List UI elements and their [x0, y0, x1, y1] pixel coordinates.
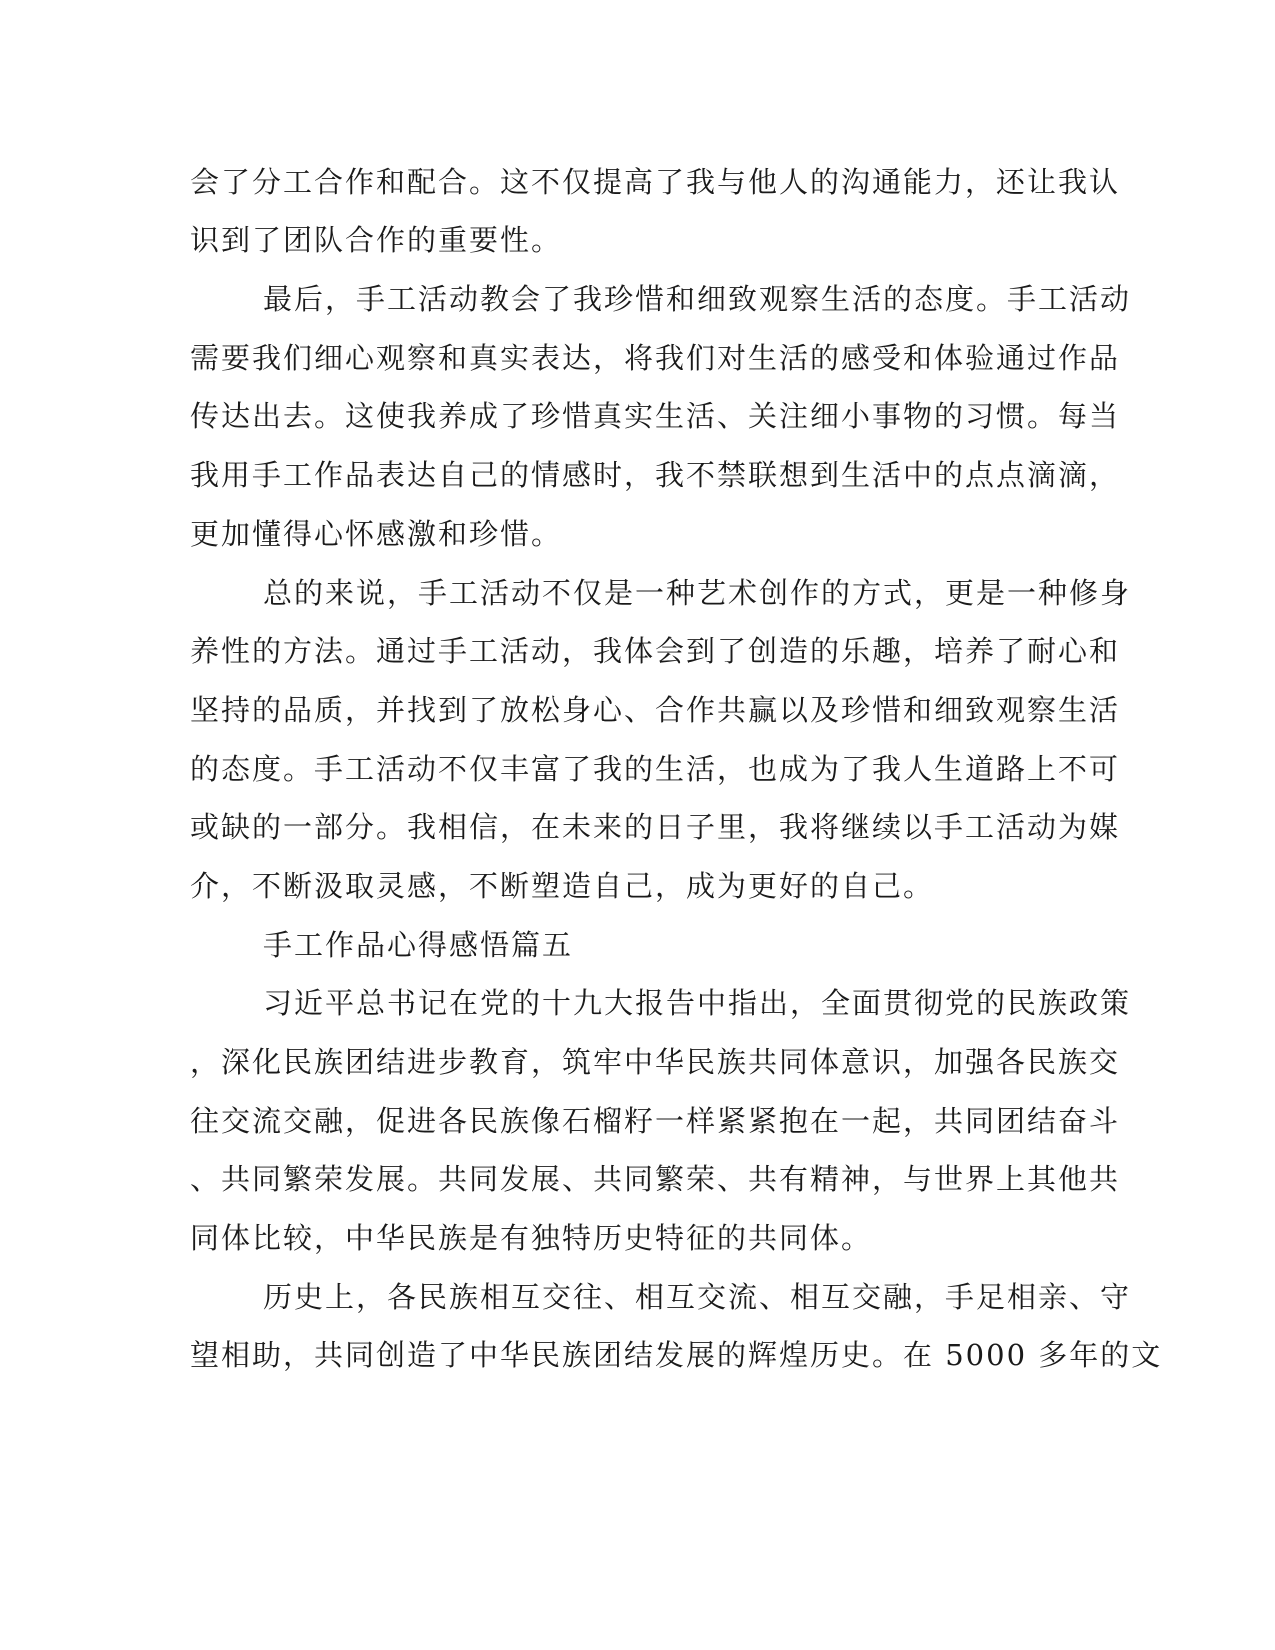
- text-line: 传达出去。这使我养成了珍惜真实生活、关注细小事物的习惯。每当: [190, 399, 1121, 433]
- text-line: 介，不断汲取灵感，不断塑造自己，成为更好的自己。: [190, 869, 935, 903]
- text-line: 的态度。手工活动不仅丰富了我的生活，也成为了我人生道路上不可: [190, 752, 1121, 786]
- paragraph-start-line: 习近平总书记在党的十九大报告中指出，全面贯彻党的民族政策: [263, 986, 1132, 1020]
- text-line: 或缺的一部分。我相信，在未来的日子里，我将继续以手工活动为媒: [190, 810, 1121, 844]
- text-line: 更加懂得心怀感激和珍惜。: [190, 517, 563, 551]
- text-line: 我用手工作品表达自己的情感时，我不禁联想到生活中的点点滴滴，: [190, 458, 1121, 492]
- paragraph-start-line: 总的来说，手工活动不仅是一种艺术创作的方式，更是一种修身: [263, 576, 1132, 610]
- text-line: 识到了团队合作的重要性。: [190, 223, 563, 257]
- text-line: 坚持的品质，并找到了放松身心、合作共赢以及珍惜和细致观察生活: [190, 693, 1121, 727]
- text-line: 同体比较，中华民族是有独特历史特征的共同体。: [190, 1221, 873, 1255]
- text-line: 往交流交融，促进各民族像石榴籽一样紧紧抱在一起，共同团结奋斗: [190, 1104, 1121, 1138]
- text-line: 会了分工合作和配合。这不仅提高了我与他人的沟通能力，还让我认: [190, 165, 1121, 199]
- text-line: 需要我们细心观察和真实表达，将我们对生活的感受和体验通过作品: [190, 341, 1121, 375]
- text-line: 、共同繁荣发展。共同发展、共同繁荣、共有精神，与世界上其他共: [190, 1162, 1121, 1196]
- paragraph-start-line: 最后，手工活动教会了我珍惜和细致观察生活的态度。手工活动: [263, 282, 1132, 316]
- section-heading: 手工作品心得感悟篇五: [263, 928, 574, 962]
- text-line: 望相助，共同创造了中华民族团结发展的辉煌历史。在 5000 多年的文: [190, 1338, 1163, 1372]
- text-line: 养性的方法。通过手工活动，我体会到了创造的乐趣，培养了耐心和: [190, 634, 1121, 668]
- text-line: ，深化民族团结进步教育，筑牢中华民族共同体意识，加强各民族交: [190, 1045, 1121, 1079]
- paragraph-start-line: 历史上，各民族相互交往、相互交流、相互交融，手足相亲、守: [263, 1280, 1132, 1314]
